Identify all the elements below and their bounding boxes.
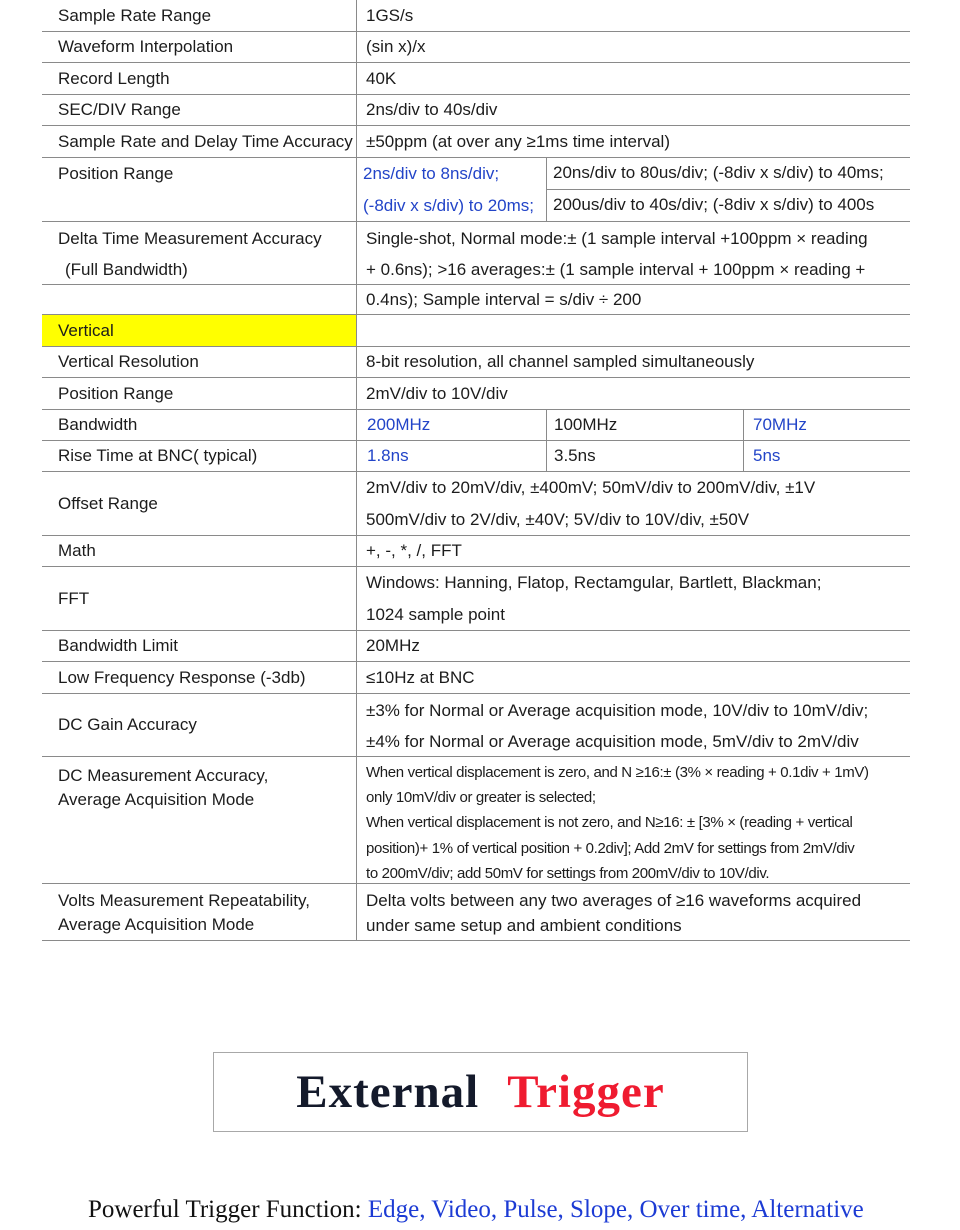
table-row-offset-range [42,472,910,536]
spec-label: Sample Rate Range [58,5,212,25]
label-line: DC Measurement Accuracy, [58,766,269,785]
spec-value [356,567,910,630]
table-row-delta-time-accuracy-cont [42,285,910,315]
table-row-delta-time-accuracy [42,222,910,285]
table-row-fft [42,567,910,631]
value-line: only 10mV/div or greater is selected; [366,789,596,807]
value-line: 1024 sample point [366,605,505,624]
trigger-function-line [63,1168,923,1230]
spec-value-slow-ranges [546,158,910,221]
external-trigger-banner [213,1052,748,1132]
table-row [42,631,910,662]
spec-label: Low Frequency Response (-3db) [58,667,306,687]
spec-value: 40K [356,63,910,94]
table-row [42,662,910,694]
banner-word-external: External [296,1066,480,1118]
value-line: ±4% for Normal or Average acquisition mode, 5mV/div to 2mV/div [366,732,859,751]
spec-value: 1GS/s [356,0,910,31]
spec-label: Rise Time at BNC( typical) [58,446,258,465]
section-header-vertical: Vertical [42,315,356,346]
spec-value [356,472,910,535]
spec-label: SEC/DIV Range [58,100,181,119]
value-line: (-8div x s/div) to 20ms; [363,196,534,215]
value-line: 200us/div to 40s/div; (-8div x s/div) to 400s [553,195,875,215]
specification-table [42,0,910,941]
spec-label: Waveform Interpolation [58,37,234,56]
table-row-rise-time [42,441,910,472]
table-row [42,126,910,158]
spec-label-empty [42,285,356,314]
table-row [42,63,910,95]
value-line: Single-shot, Normal mode:± (1 sample interval +100ppm × reading [366,229,868,248]
spec-label: Record Length [58,68,170,88]
value-line: under same setup and ambient conditions [366,916,682,935]
spec-value: +, -, *, /, FFT [356,536,910,566]
label-line: (Full Bandwidth) [65,260,188,279]
label-line: Delta Time Measurement Accuracy [58,229,322,248]
value-line: ±3% for Normal or Average acquisition mode, 10V/div to 10mV/div; [366,701,869,720]
spec-label: Position Range [58,164,174,183]
value-line: 20ns/div to 80us/div; (-8div x s/div) to 40ms; [547,158,910,190]
table-row [42,378,910,410]
spec-value-200mhz: 200MHz [356,410,546,440]
table-row-position-range-time [42,158,910,222]
table-row [42,347,910,378]
banner-word-trigger: Trigger [507,1066,665,1118]
spec-value [356,757,910,883]
spec-value [356,884,910,940]
spec-label: Bandwidth [58,415,138,434]
spec-value: 0.4ns); Sample interval = s/div ÷ 200 [356,285,910,314]
spec-value-rise-3: 5ns [743,441,910,471]
spec-value-rise-1: 1.8ns [356,441,546,471]
table-row-bandwidth [42,410,910,441]
label-line: Volts Measurement Repeatability, [58,891,310,910]
value-line: Windows: Hanning, Flatop, Rectamgular, Bartlett, Blackman; [366,573,822,592]
table-row-dc-measurement [42,757,910,884]
spec-value: (sin x)/x [356,32,910,62]
value-line: 500mV/div to 2V/div, ±40V; 5V/div to 10V/div, ±50V [366,510,750,529]
spec-label: Vertical Resolution [58,352,199,371]
spec-value [356,222,910,284]
spec-value: ≤10Hz at BNC [356,662,910,693]
value-line: Delta volts between any two averages of ≥16 waveforms acquired [366,891,862,910]
table-row-dc-gain [42,694,910,757]
spec-value-rise-2: 3.5ns [546,441,743,471]
spec-label [42,222,356,284]
spec-label [42,757,356,883]
spec-label: FFT [58,588,90,608]
spec-label: Offset Range [58,493,158,513]
value-line: + 0.6ns); >16 averages:± (1 sample interval + 100ppm × reading + [366,260,866,279]
spec-value [356,694,910,756]
spec-label: Position Range [58,383,174,403]
label-line: Average Acquisition Mode [58,790,255,809]
spec-value-fast-range [356,158,546,221]
table-row [42,95,910,126]
table-row [42,0,910,32]
value-line: to 200mV/div; add 50mV for settings from 200mV/div to 10V/div. [366,864,770,882]
table-row-volts-repeatability [42,884,910,941]
table-row-section-vertical [42,315,910,347]
spec-label: Sample Rate and Delay Time Accuracy [58,131,353,151]
spec-value: 20MHz [356,631,910,661]
label-line: Average Acquisition Mode [58,915,255,934]
table-row [42,536,910,567]
spec-value: ±50ppm (at over any ≥1ms time interval) [356,126,910,157]
value-line: When vertical displacement is not zero, and N≥16: ± [3% × (reading + vertical [366,814,853,832]
value-line: position)+ 1% of vertical position + 0.2div]; Add 2mV for settings from 2mV/div [366,839,855,857]
value-line: 2ns/div to 8ns/div; [363,164,500,183]
value-line: When vertical displacement is zero, and N ≥16:± (3% × reading + 0.1div + 1mV) [366,764,869,781]
spec-label [42,884,356,940]
spec-label: Math [58,541,96,560]
spec-value: 8-bit resolution, all channel sampled simultaneously [356,347,910,377]
value-line: 2mV/div to 20mV/div, ±400mV; 50mV/div to 200mV/div, ±1V [366,478,816,497]
table-row [42,32,910,63]
trigger-function-values: Edge, Video, Pulse, Slope, Over time, Alternative [367,1196,864,1223]
trigger-function-label: Powerful Trigger Function: [88,1196,368,1223]
spec-value: 2ns/div to 40s/div [356,95,910,125]
spec-label: Bandwidth Limit [58,636,179,655]
spec-value-100mhz: 100MHz [546,410,743,440]
spec-label: DC Gain Accuracy [58,715,197,734]
spec-value: 2mV/div to 10V/div [356,378,910,409]
spec-value-empty [356,315,910,346]
spec-value-70mhz: 70MHz [743,410,910,440]
